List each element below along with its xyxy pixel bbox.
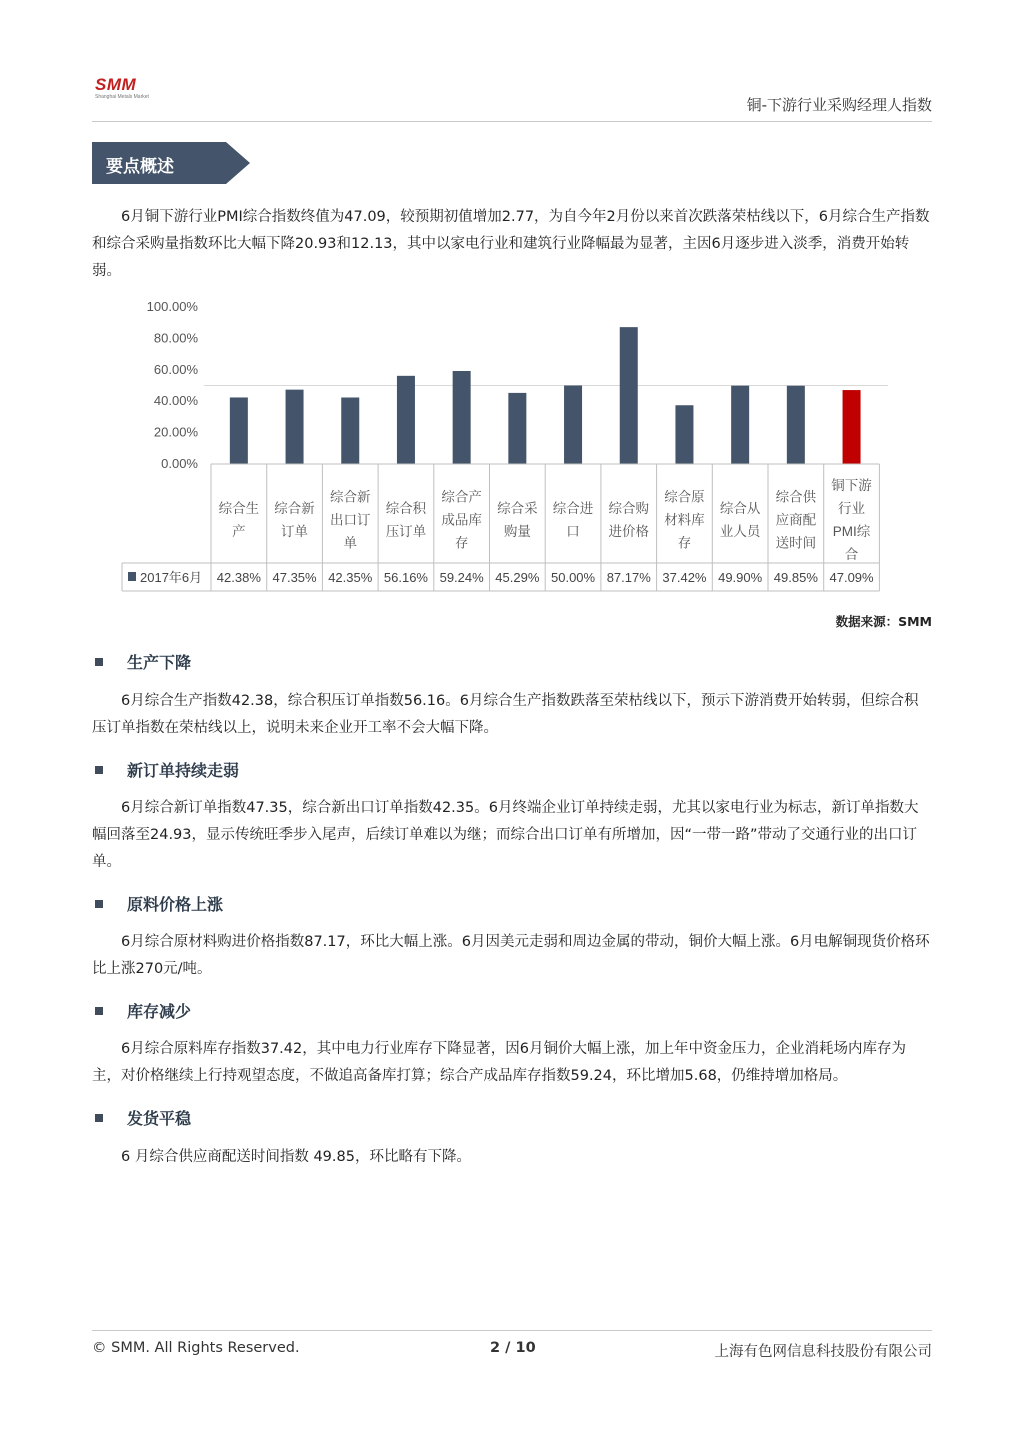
logo-subtext: Shanghai Metals Market (95, 94, 149, 100)
section-heading-text: 发货平稳 (127, 1109, 192, 1128)
category-label: 综合进口 (552, 501, 594, 539)
document-title: 铜-下游行业采购经理人指数 (746, 96, 932, 114)
category-label: 铜下游行业 PMI综合 (831, 478, 872, 562)
data-label: 59.24% (439, 570, 484, 585)
bar (731, 386, 749, 464)
category-label: 综合生产 (218, 501, 260, 539)
data-label: 56.16% (383, 570, 428, 585)
y-tick-label: 60.00% (153, 361, 198, 377)
category-label: 综合采购量 (497, 501, 538, 539)
y-tick-label: 40.00% (153, 393, 198, 409)
bar (787, 386, 805, 464)
section-text-production: 6月综合生产指数42.38，综合积压订单指数56.16。6月综合生产指数跌落至荣枯线以下，预示下游消费开始转弱，但综合积压订单指数在荣枯线以上，说明未来企业开工率不会大幅下降。 (92, 693, 919, 736)
category-label: 综合新订单 (274, 501, 315, 539)
y-tick-label: 20.00% (153, 424, 198, 440)
footer-page-number: 2 / 10 (490, 1340, 536, 1356)
y-tick-label: 100.00% (146, 299, 198, 314)
category-label: 综合新出口订单 (330, 489, 371, 551)
category-label: 综合供应商配送时间 (775, 489, 817, 551)
bar (397, 376, 415, 464)
square-bullet-icon (95, 1007, 103, 1015)
data-label: 45.29% (495, 570, 540, 585)
chart-svg (0, 290, 1024, 610)
section-heading-new-orders (95, 758, 239, 781)
data-label: 47.35% (272, 570, 317, 585)
summary-paragraph: 6月铜下游行业PMI综合指数终值为47.09，较预期初值增加2.77，为自今年2月份以来首次跌落荣枯线以下，6月综合生产指数和综合采购量指数环比大幅下降20.93和12.13，其中以家电行业和建筑行业降幅最为显著，主因6月逐步进入淡季，消费开始转弱。 (92, 209, 930, 279)
square-bullet-icon (95, 900, 103, 908)
data-label: 49.85% (773, 570, 818, 585)
legend-label: 2017年6月 (140, 570, 203, 585)
square-bullet-icon (95, 658, 103, 666)
data-label: 42.38% (216, 570, 261, 585)
section-title: 要点概述 (106, 157, 174, 177)
y-tick-label: 80.00% (153, 330, 198, 346)
square-bullet-icon (95, 1114, 103, 1122)
section-text-raw-price: 6月综合原材料购进价格指数87.17，环比大幅上涨。6月因美元走弱和周边金属的带动，铜价大幅上涨。6月电解铜现货价格环比上涨270元/吨。 (92, 934, 930, 977)
section-heading-production (95, 650, 191, 673)
section-banner (92, 142, 250, 184)
category-label: 综合产成品库存 (441, 489, 482, 551)
section-text-new-orders: 6月综合新订单指数47.35，综合新出口订单指数42.35。6月终端企业订单持续走弱，尤其以家电行业为标志，新订单指数大幅回落至24.93，显示传统旺季步入尾声，后续订单难以为继；而综合出口订单有所增加，因“一带一路”带动了交通行业的出口订单。 (92, 800, 919, 870)
category-label: 综合积压订单 (385, 501, 427, 539)
footer-copyright: © SMM. All Rights Reserved. (92, 1340, 300, 1356)
footer-company: 上海有色网信息科技股份有限公司 (714, 1344, 932, 1360)
bar (843, 390, 861, 464)
smm-logo (95, 76, 155, 102)
bar (564, 386, 582, 465)
data-label: 87.17% (606, 570, 651, 585)
legend-swatch (128, 572, 136, 581)
bar (620, 327, 638, 464)
section-heading-delivery (95, 1106, 191, 1129)
footer-divider (92, 1330, 932, 1331)
section-heading-text: 原料价格上涨 (127, 895, 224, 914)
data-source: 数据来源：SMM (835, 614, 932, 629)
bar (508, 393, 526, 464)
logo-text: SMM (95, 75, 137, 94)
section-heading-raw-price (95, 892, 223, 915)
data-label: 50.00% (551, 570, 596, 585)
section-heading-text: 库存减少 (127, 1002, 192, 1021)
section-heading-inventory (95, 999, 191, 1022)
section-heading-text: 生产下降 (127, 653, 192, 672)
bar (341, 398, 359, 464)
section-text-inventory: 6月综合原料库存指数37.42，其中电力行业库存下降显著，因6月铜价大幅上涨，加上年中资金压力，企业消耗场内库存为主，对价格继续上行持观望态度，不做追高备库打算；综合产成品库存指数59.24，环比增加5.68，仍维持增加格局。 (92, 1041, 906, 1084)
category-label: 综合从业人员 (719, 501, 761, 539)
category-label: 综合购进价格 (608, 501, 649, 539)
bar (675, 405, 693, 464)
pmi-bar-chart (0, 290, 1024, 610)
category-label: 综合原材料库存 (664, 489, 705, 551)
bar (453, 371, 471, 464)
bar (286, 390, 304, 464)
data-label: 37.42% (662, 570, 707, 585)
bar (230, 397, 248, 464)
data-label: 49.90% (718, 570, 763, 585)
y-tick-label: 0.00% (161, 456, 198, 471)
data-label: 47.09% (829, 570, 874, 585)
header-divider (92, 121, 932, 122)
section-text-delivery: 6 月综合供应商配送时间指数 49.85，环比略有下降。 (121, 1149, 471, 1165)
data-label: 42.35% (328, 570, 373, 585)
section-heading-text: 新订单持续走弱 (127, 761, 240, 780)
square-bullet-icon (95, 766, 103, 774)
